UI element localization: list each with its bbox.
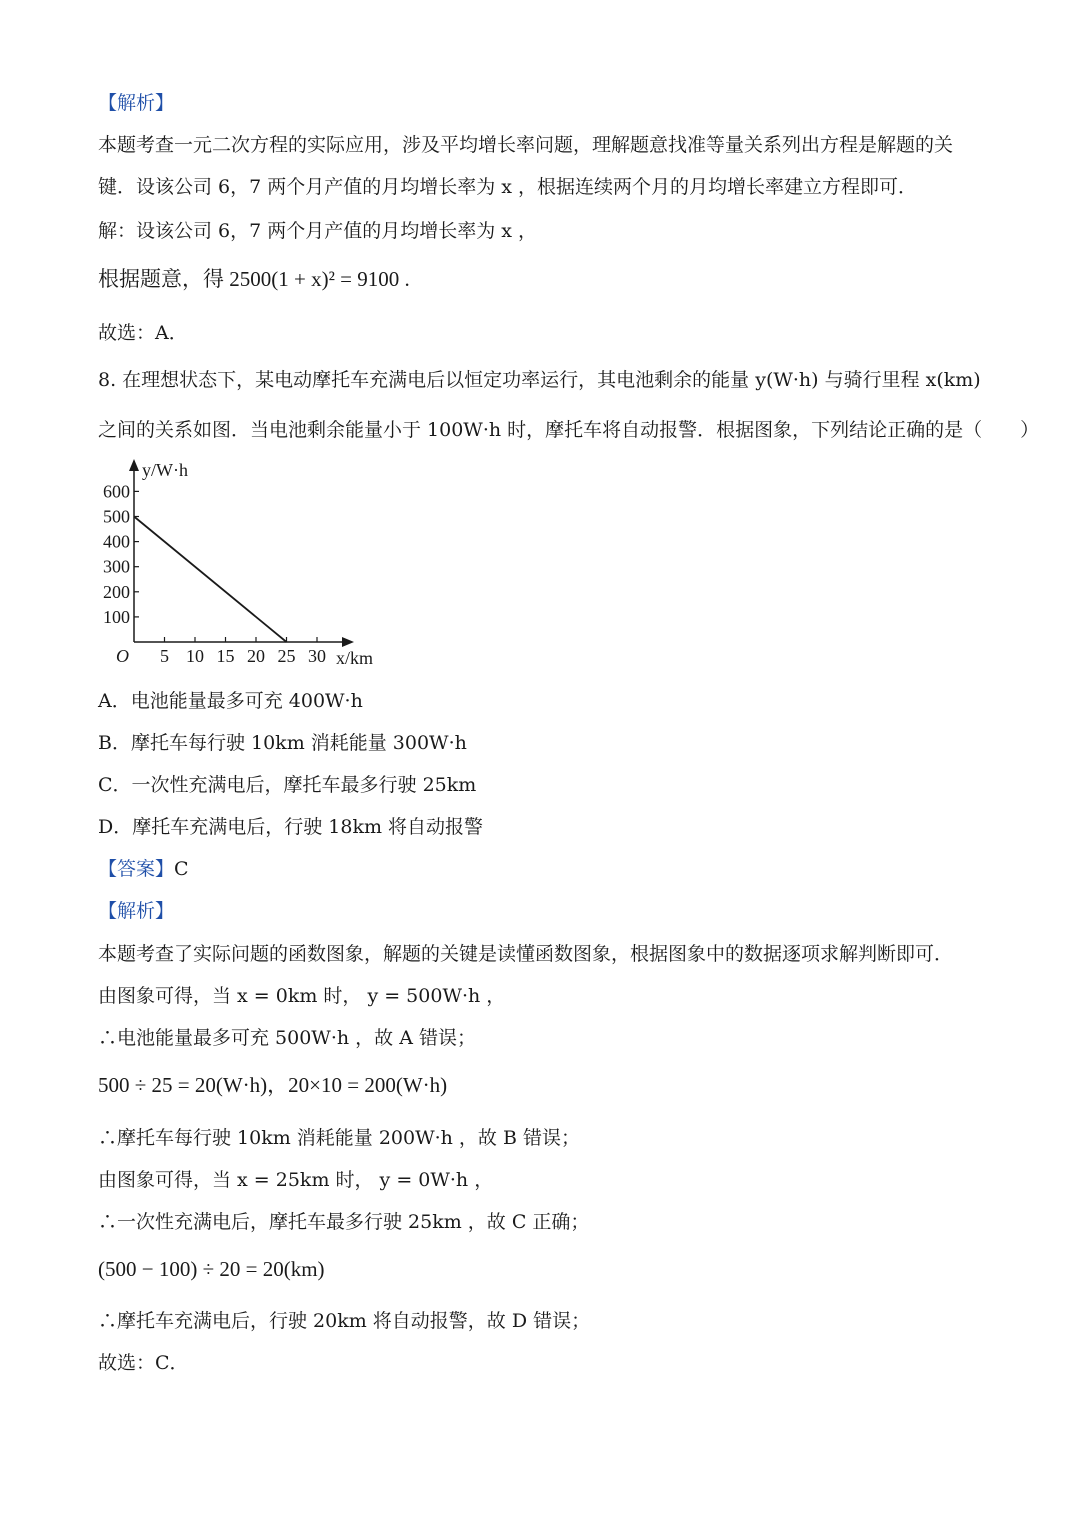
energy-mileage-chart [96,452,396,676]
analysis-line: 本题考查了实际问题的函数图象，解题的关键是读懂函数图象，根据图象中的数据逐项求解判断即可． [98,943,954,965]
energy-line [134,517,287,643]
y-tick-label: 600 [103,481,130,502]
analysis-line: 由图象可得，当 x = 25km 时， y = 0W·h ， [98,1169,494,1191]
answer-value: C [174,858,189,880]
x-axis-label: x/km [336,648,374,668]
prev-solution-equation: 根据题意，得 2500(1 + x)² = 9100 . [98,267,410,291]
option-b: B．摩托车每行驶 10km 消耗能量 300W·h [98,732,467,754]
analysis-heading: 【解析】 [98,900,175,922]
analysis-line: 500 ÷ 25 = 20(W·h)，20×10 = 200(W·h) [98,1073,448,1097]
y-tick-label: 200 [103,581,130,602]
answer-label: 【答案】 [98,858,175,880]
y-axis-label: y/W·h [142,460,188,480]
y-tick-label: 400 [103,531,130,552]
y-tick-label: 100 [103,606,130,627]
analysis-line: 由图象可得，当 x = 0km 时， y = 500W·h ， [98,985,506,1007]
analysis-line: ∴摩托车每行驶 10km 消耗能量 200W·h ，故 B 错误； [98,1127,580,1149]
x-axis-arrow [342,637,354,647]
y-axis-arrow [129,459,139,471]
x-tick-label: 20 [247,646,265,666]
y-tick-label: 500 [103,506,130,527]
analysis-line: ∴摩托车充满电后，行驶 20km 将自动报警，故 D 错误； [98,1310,591,1332]
x-tick-label: 15 [216,646,235,666]
prev-solution-conclusion: 故选：A． [98,322,188,344]
x-tick-label: 5 [160,646,169,666]
x-tick-label: 10 [186,646,204,666]
prev-solution-intro-line-2: 键．设该公司 6，7 两个月产值的月均增长率为 x ，根据连续两个月的月均增长率建立方程即可． [98,176,918,198]
analysis-line: ∴电池能量最多可充 500W·h ，故 A 错误； [98,1027,476,1049]
prev-solution-step-1: 解：设该公司 6，7 两个月产值的月均增长率为 x ， [98,220,538,242]
option-a: A．电池能量最多可充 400W·h [98,690,363,712]
prev-solution-heading: 【解析】 [98,92,175,114]
analysis-line: ∴一次性充满电后，摩托车最多行驶 25km ，故 C 正确； [98,1211,590,1233]
x-tick-label: 30 [308,646,326,666]
y-tick-label: 300 [103,556,130,577]
prev-solution-intro-line-1: 本题考查一元二次方程的实际应用，涉及平均增长率问题，理解题意找准等量关系列出方程是解题的关 [98,134,954,156]
option-c: C．一次性充满电后，摩托车最多行驶 25km [98,774,477,796]
origin-label: O [116,646,129,666]
x-tick-label: 25 [277,646,296,666]
question-stem-line-1: 8. 在理想状态下，某电动摩托车充满电后以恒定功率运行，其电池剩余的能量 y(W·h) 与骑行里程 x(km) [98,369,981,391]
question-stem-line-2: 之间的关系如图．当电池剩余能量小于 100W·h 时，摩托车将自动报警．根据图象，下列结论正确的是（ ） [98,419,1040,441]
analysis-line: (500 − 100) ÷ 20 = 20(km) [98,1257,325,1281]
answer-line [98,856,984,882]
option-d: D．摩托车充满电后，行驶 18km 将自动报警 [98,816,484,838]
analysis-line: 故选：C． [98,1352,189,1374]
